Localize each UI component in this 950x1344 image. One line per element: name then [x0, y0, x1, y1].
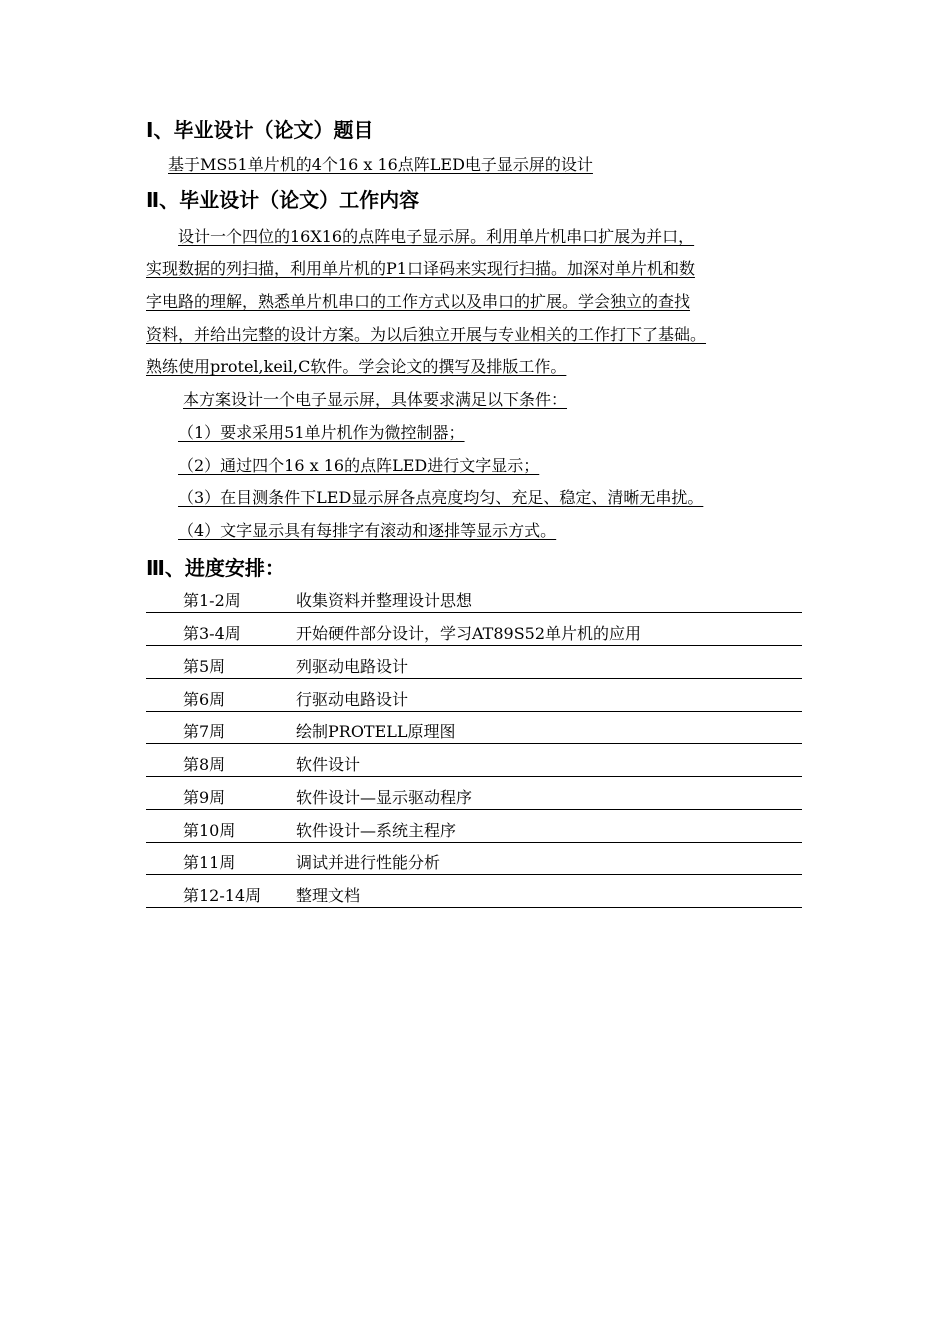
section1-heading: Ⅰ、毕业设计（论文）题目 — [146, 118, 374, 142]
schedule-task: 行驱动电路设计 — [296, 690, 409, 709]
schedule-week: 第12-14周 — [183, 886, 262, 905]
schedule-week: 第7周 — [183, 722, 226, 741]
schedule-task: 开始硬件部分设计，学习AT89S52单片机的应用 — [296, 624, 642, 643]
requirements-intro: 本方案设计一个电子显示屏，具体要求满足以下条件： — [183, 390, 568, 409]
schedule-row — [146, 590, 802, 613]
schedule-task: 收集资料并整理设计思想 — [296, 591, 473, 610]
requirement-4: （4）文字显示具有每排字有滚动和逐排等显示方式。 — [178, 521, 557, 540]
thesis-title: 基于MS51单片机的4个16 x 16点阵LED电子显示屏的设计 — [168, 155, 593, 174]
requirement-2: （2）通过四个16 x 16的点阵LED进行文字显示； — [178, 456, 540, 475]
content-line-1: 设计一个四位的16X16的点阵电子显示屏。利用单片机串口扩展为并口， — [178, 227, 695, 246]
content-line-4: 资料，并给出完整的设计方案。为以后独立开展与专业相关的工作打下了基础。 — [146, 325, 707, 344]
requirement-3: （3）在目测条件下LED显示屏各点亮度均匀、充足、稳定、清晰无串扰。 — [178, 488, 704, 507]
section2-heading: Ⅱ、毕业设计（论文）工作内容 — [146, 188, 420, 212]
schedule-row — [146, 885, 802, 908]
schedule-row — [146, 787, 802, 810]
schedule-task: 绘制PROTELL原理图 — [296, 722, 456, 741]
schedule-task: 列驱动电路设计 — [296, 657, 409, 676]
schedule-row — [146, 754, 802, 777]
section3-heading: Ⅲ、进度安排： — [146, 556, 285, 580]
requirement-1: （1）要求采用51单片机作为微控制器； — [178, 423, 465, 442]
schedule-week: 第8周 — [183, 755, 226, 774]
schedule-week: 第6周 — [183, 690, 226, 709]
content-line-2: 实现数据的列扫描，利用单片机的P1口译码来实现行扫描。加深对单片机和数 — [146, 259, 695, 278]
schedule-row — [146, 689, 802, 712]
schedule-row — [146, 721, 802, 744]
schedule-row — [146, 656, 802, 679]
schedule-task: 软件设计 — [296, 755, 361, 774]
schedule-row — [146, 852, 802, 875]
schedule-task: 调试并进行性能分析 — [296, 853, 441, 872]
schedule-week: 第11周 — [183, 853, 236, 872]
schedule-row — [146, 820, 802, 843]
schedule-task: 软件设计—显示驱动程序 — [296, 788, 473, 807]
schedule-week: 第5周 — [183, 657, 226, 676]
content-line-5: 熟练使用protel,keil,C软件。学会论文的撰写及排版工作。 — [146, 357, 567, 376]
schedule-week: 第1-2周 — [183, 591, 241, 610]
content-line-3: 字电路的理解，熟悉单片机串口的工作方式以及串口的扩展。学会独立的查找 — [146, 292, 691, 311]
schedule-task: 软件设计—系统主程序 — [296, 821, 457, 840]
schedule-week: 第9周 — [183, 788, 226, 807]
schedule-task: 整理文档 — [296, 886, 361, 905]
schedule-week: 第10周 — [183, 821, 236, 840]
schedule-week: 第3-4周 — [183, 624, 241, 643]
schedule-row — [146, 623, 802, 646]
